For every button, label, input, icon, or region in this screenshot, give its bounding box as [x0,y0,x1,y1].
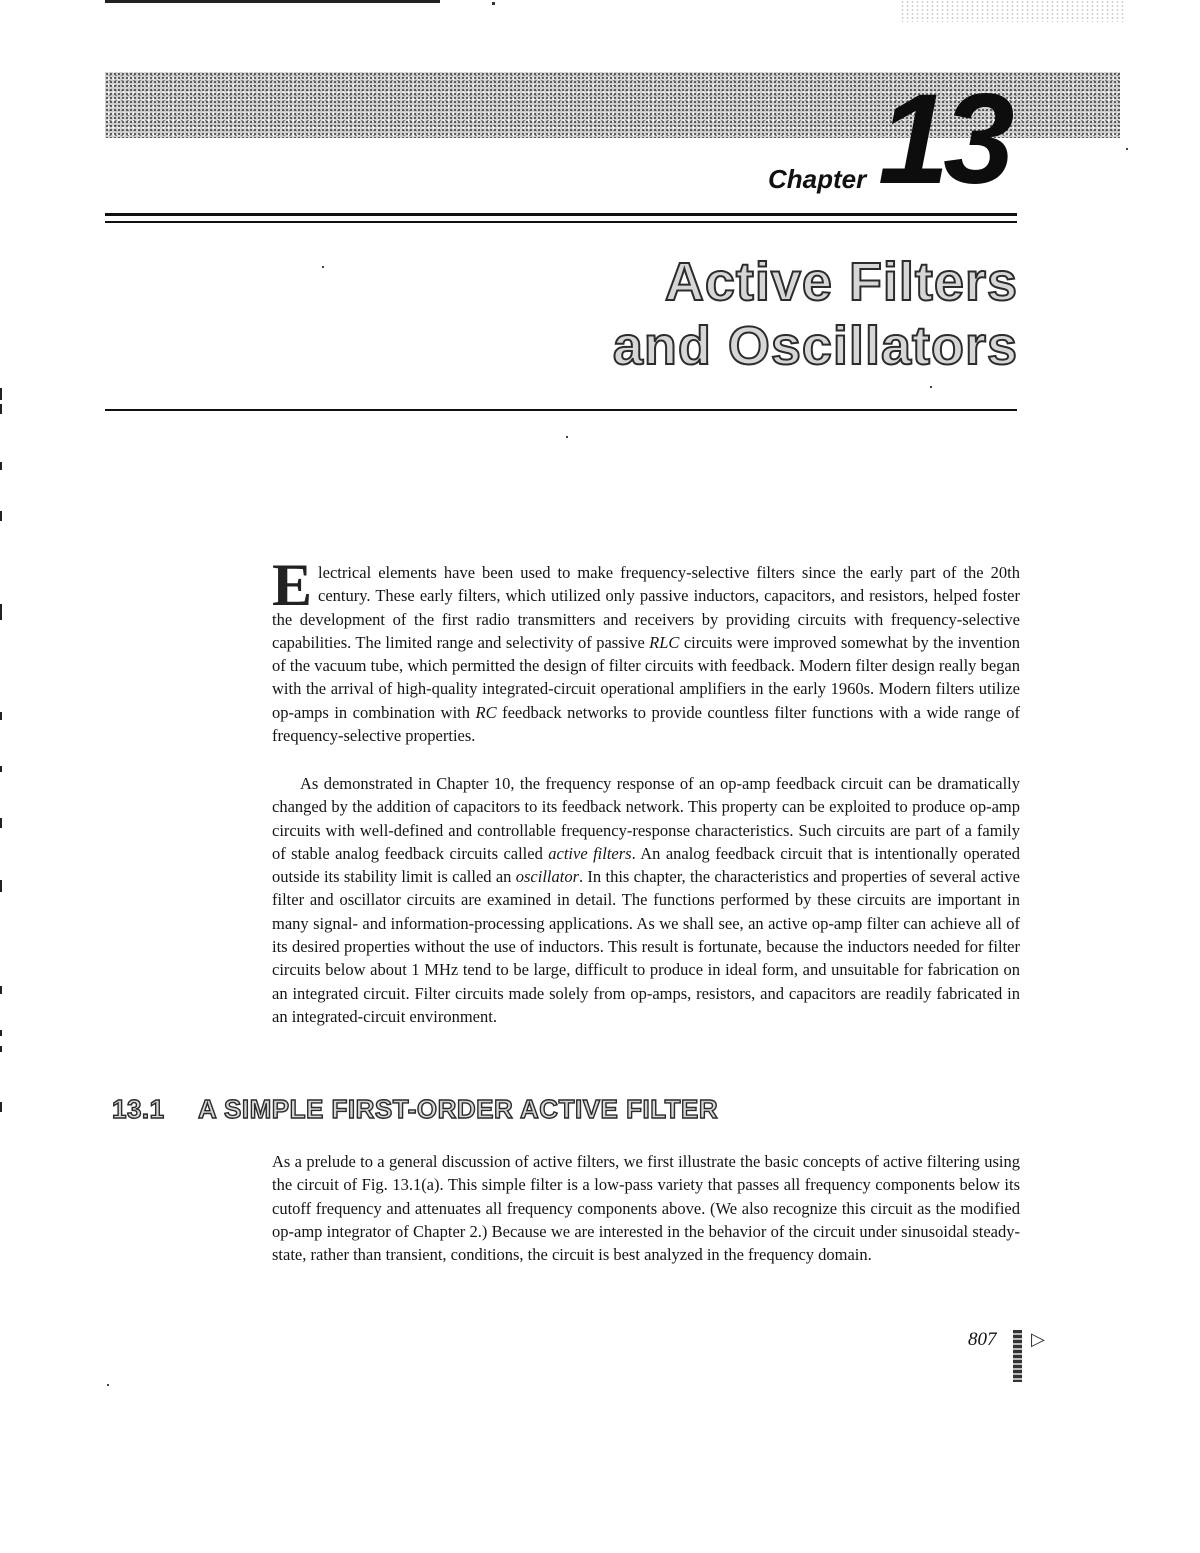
math-term: RLC [649,632,680,652]
text-run: . In this chapter, the characteristics and properties of several active filter and oscillator circuits are examined in detail. The functions performed by these circuits are important in many signal- and information-processing applications. As we shall see, an active op-amp filter can achieve all of its desired properties without the use of inductors. This result is fortunate, because the inductors needed for filter circuits below about 1 MHz tend to be large, difficult to produce in ideal form, and unsuitable for fabrication on an integrated circuit. Filter circuits made solely from op-amps, resistors, and capacitors are readily fabricated in an integrated-circuit environment. [272,867,1020,1026]
section-number: 13.1 [112,1094,165,1124]
defined-term: active filters [548,843,632,863]
section-title: A SIMPLE FIRST-ORDER ACTIVE FILTER [198,1094,719,1124]
title-rule [105,409,1017,411]
margin-mark [0,1046,2,1052]
body-paragraph [272,772,1020,1028]
scan-speck [492,2,495,5]
scan-speck [1126,148,1128,150]
top-scan-rule [105,0,440,3]
margin-mark [0,818,2,828]
intro-paragraph [272,552,1020,747]
chapter-number: 13 [878,68,1009,211]
margin-mark [0,712,2,720]
text-run: As demonstrated in Chapter 10, the frequency response of an op-amp feedback circuit can be dramatically changed by the addition of capacitors to its feedback network. This property can be exploited to produce op-amp circuits with well-defined and controllable frequency-response characteristics. Such circuits are part of a family of stable analog feedback circuits called [272,774,1020,863]
text-run: lectrical elements have been used to make frequency-selective filters since the early part of the 20th century. These early filters, which utilized only passive inductors, capacitors, and resistors, helped foster the development of the first radio transmitters and receivers by providing circuits with frequency-selective capabilities. The limited range and selectivity of passive [272,563,1020,652]
scan-speck [930,386,932,388]
chapter-title-line: Active Filters [664,252,1018,312]
margin-mark [0,404,2,414]
scan-speck [566,436,568,438]
section-heading [112,1094,718,1125]
corner-scan-noise [900,0,1125,22]
chapter-label: Chapter [768,164,867,194]
edge-thumb-tab [1013,1330,1022,1382]
header-rule [105,213,1017,216]
arrow-icon: ▷ [1031,1329,1045,1350]
chapter-title [613,250,1018,378]
chapter-title-line: and Oscillators [612,316,1018,376]
text-run: circuits were improved somewhat by the invention of the vacuum tube, which permitted the design of filter circuits with feedback. Modern filter design really began with the arrival of high-quality integrated-circuit operational amplifiers in the early 1960s. Modern filters utilize op-amps in combination with [272,632,1020,722]
margin-mark [0,986,2,994]
scan-speck [322,266,324,268]
margin-mark [0,604,2,620]
margin-mark [0,1030,2,1036]
text-run: feedback networks to provide countless filter functions with a wide range of frequency-selective properties. [272,702,1020,746]
margin-mark [0,1102,2,1112]
body-paragraph: As a prelude to a general discussion of active filters, we first illustrate the basic concepts of active filtering using the circuit of Fig. 13.1(a). This simple filter is a low-pass variety that passes all frequency components below its cutoff frequency and attenuates all frequency components above. (We also recognize this circuit as the modified op-amp integrator of Chapter 2.) Because we are interested in the behavior of the circuit under sinusoidal steady-state, rather than transient, conditions, the circuit is best analyzed in the frequency domain. [272,1152,1020,1265]
margin-mark [0,766,2,772]
margin-mark [0,462,2,470]
defined-term: oscillator [515,867,579,887]
text-run: . An analog feedback circuit that is intentionally operated outside its stability limit is called an [272,843,1020,887]
page-number: 807 [968,1329,997,1350]
margin-mark [0,388,2,400]
header-rule [105,221,1017,223]
margin-mark [0,880,2,892]
drop-cap: E [272,552,313,618]
margin-mark [0,511,2,521]
math-term: RC [475,702,497,722]
scan-speck [107,1384,109,1386]
